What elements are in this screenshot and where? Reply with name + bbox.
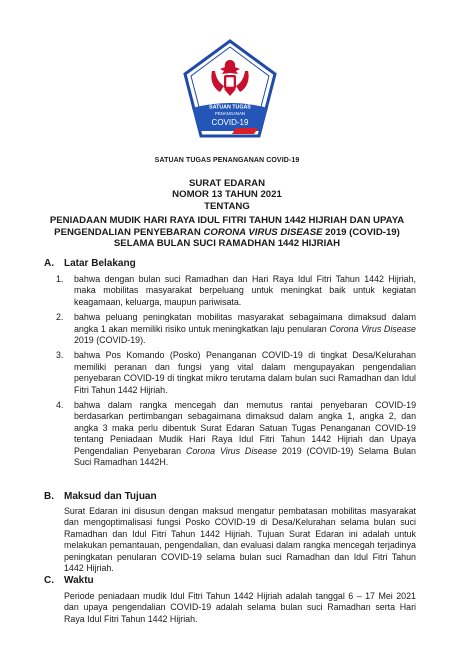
title-line-1: SURAT EDARAN [188,178,266,189]
title-line-3: TENTANG [204,200,250,212]
title-line-6: SELAMA BULAN SUCI RAMADHAN 1442 HIJRIAH [113,238,341,250]
list-item: 1. bahwa dengan bulan suci Ramadhan dan Hari Raya Idul Fitri Tahun 1442 Hijriah, maka mobilitas masyarakat berpeluang untuk meningkat baik untuk kegiatan keagamaan, keluarga, maupun pariwisata. [56,274,416,307]
section-a-heading: A. Latar Belakang [44,258,136,269]
org-name: SATUAN TUGAS PENANGANAN COVID-19 [154,157,300,164]
section-b-text: Surat Edaran ini disusun dengan maksud mengatur pembatasan mobilitas masyarakat dan mengoptimalisasi fungsi Posko COVID-19 di Desa/Kelurahan selama bulan suci Ramadhan dan Idul Fitri Tahun 1442 Hijriah. Tujuan Surat Edaran ini adalah untuk melakukan pemantauan, pengendalian, dan evaluasi dalam rangka mencegah terjadinya peningkatan penularan COVID-19 selama bulan suci Ramadhan dan Idul Fitri Tahun 1442 Hijriah. [64,506,416,574]
title-line-4: PENIADAAN MUDIK HARI RAYA IDUL FITRI TAHUN 1442 HIJRIAH DAN UPAYA [49,215,405,227]
document-title [40,178,414,249]
satgas-covid19-logo [182,38,278,144]
list-item: 3. bahwa Pos Komando (Posko) Penanganan COVID-19 di tingkat Desa/Kelurahan memiliki peranan dan fungsi yang vital dalam mengupayakan pengendalian penyebaran COVID-19 di tingkat mikro terutama dalam bulan suci Ramadhan dan Idul Fitri Tahun 1442 Hijriah. [56,350,416,395]
section-c-heading: C. Waktu [44,575,94,586]
section-c-text: Periode peniadaan mudik Idul Fitri Tahun 1442 Hijriah adalah tanggal 6 – 17 Mei 2021 dan upaya pengendalian COVID-19 adalah selama bulan suci Ramadhan serta Hari Raya Idul Fitri Tahun 1442 Hijriah. [64,591,416,624]
logo-line3: COVID-19 [211,118,249,127]
list-item: 4. bahwa dalam rangka mencegah dan memutus rantai penyebaran COVID-19 berdasarkan pertimbangan sebagaimana dimaksud dalam angka 1, angka 2, dan angka 3 maka perlu dibentuk Surat Edaran Satuan Tugas Penanganan COVID-19 tentang Peniadaan Mudik Hari Raya Idul Fitri Tahun 1442 Hijriah dan Upaya Pengendalian Penyebaran Corona Virus Disease 2019 (COVID-19) Selama Bulan Suci Ramadhan 1442H. [56,400,416,468]
title-line-5: PENGENDALIAN PENYEBARAN CORONA VIRUS DISEASE 2019 (COVID-19) [54,226,400,238]
section-b-heading: B. Maksud dan Tujuan [44,491,157,502]
pentagon-emblem-icon [182,38,278,144]
section-a-list [56,274,416,473]
logo-line2: PENANGANAN [214,111,246,116]
title-line-2: NOMOR 13 TAHUN 2021 [172,189,282,201]
logo-line1: SATUAN TUGAS [209,104,251,111]
list-item: 2. bahwa peluang peningkatan mobilitas masyarakat sebagaimana dimaksud dalam angka 1 akan memiliki risiko untuk meningkatkan laju penularan Corona Virus Disease 2019 (COVID-19). [56,312,416,346]
